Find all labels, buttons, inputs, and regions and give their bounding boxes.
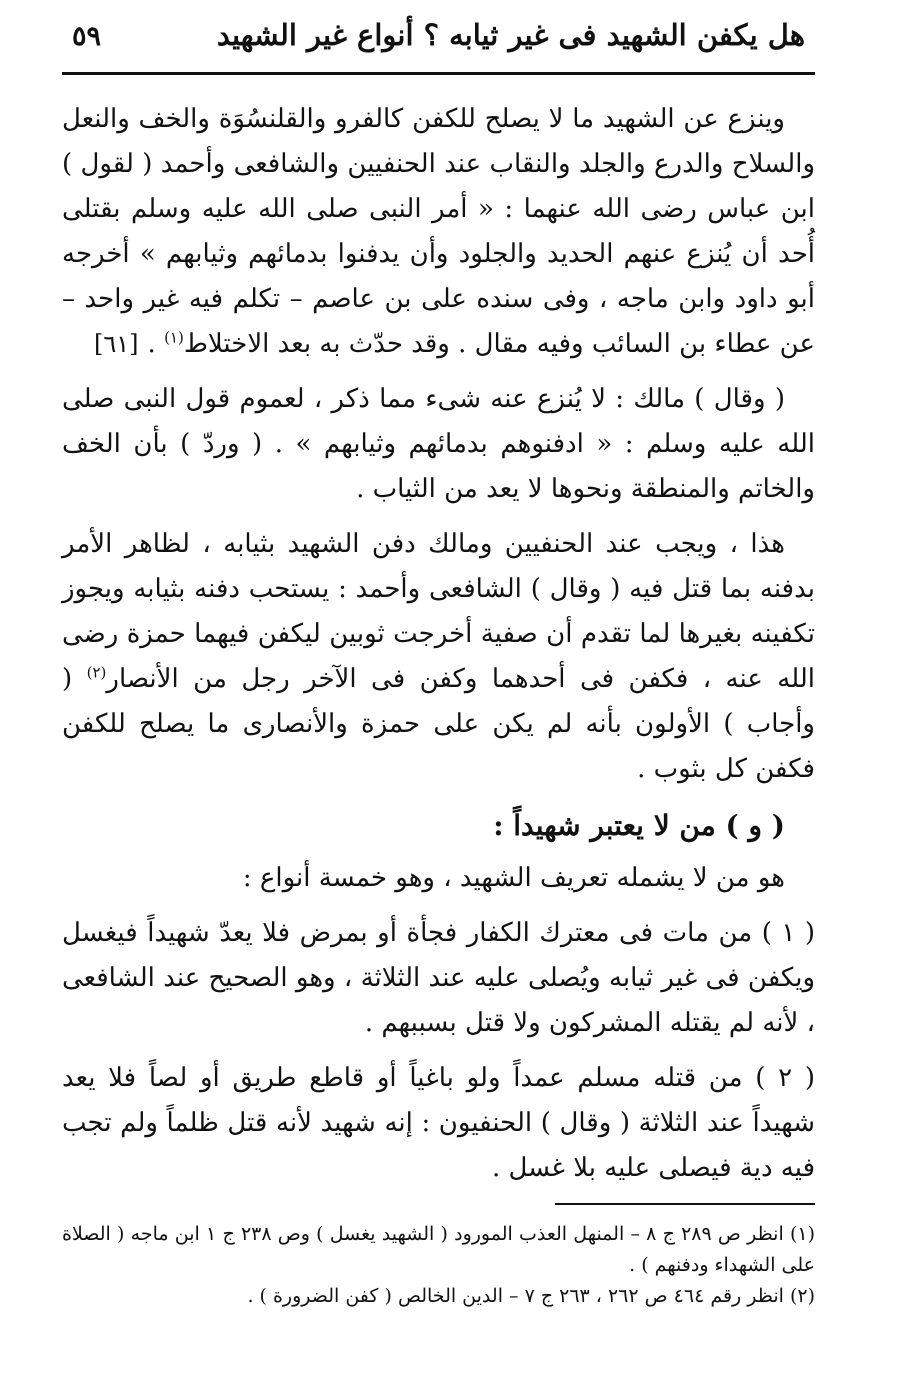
section-intro: هو من لا يشمله تعريف الشهيد ، وهو خمسة أنواع : — [242, 863, 785, 893]
list-item-2: ( ٢ ) من قتله مسلم عمداً ولو باغياً أو قاطع طريق أو لصاً فلا يعد شهيداً عند الثلاثة ( وقال ) الحنفيون : إنه شهيد لأنه قتل ظلماً ولم تجب فيه دية فيصلى عليه بلا غسل . — [62, 1063, 815, 1183]
paragraph-text: ( وقال ) مالك : لا يُنزع عنه شىء مما ذكر ، لعموم قول النبى صلى الله عليه وسلم : « ادفنوهم بدمائهم وثيابهم » . ( وردّ ) بأن الخف والخاتم والمنطقة ونحوها لا يعد من الثياب . — [62, 384, 815, 504]
paragraph-3 — [62, 522, 815, 792]
paragraph-1 — [62, 97, 815, 367]
footnote-separator — [555, 1203, 815, 1205]
section-heading: ( و ) من لا يعتبر شهيداً : — [493, 809, 785, 842]
paragraph-tail: . — [147, 329, 165, 359]
paragraph-text: وينزع عن الشهيد ما لا يصلح للكفن كالفرو والقلنسُوَة والخف والنعل والسلاح والدرع والجلد والنقاب عند الحنفيين والشافعى وأحمد ( لقول ) ابن عباس رضى الله عنهما : « أمر النبى صلى الله عليه وسلم بقتلى أُحد أن يُنزع عنهم الحديد والجلود وأن يدفنوا بدمائهم وثيابهم » أخرجه أبو داود وابن ماجه ، وفى سنده على بن عاصم – تكلم فيه غير واحد – عن عطاء بن السائب وفيه مقال . وقد حدّث به بعد الاختلاط — [62, 104, 815, 359]
footnote-ref-2: (٢) — [86, 663, 107, 682]
footnote-1: (١) انظر ص ٢٨٩ ج ٨ – المنهل العذب المورود ( الشهيد يغسل ) وص ٢٣٨ ج ١ ابن ماجه ( الصلاة على الشهداء ودفنهم ) . — [62, 1223, 816, 1276]
footnote-2: (٢) انظر رقم ٤٦٤ ص ٢٦٢ ، ٢٦٣ ج ٧ – الدين الخالص ( كفن الضرورة ) . — [247, 1285, 815, 1307]
paragraph-2 — [62, 377, 815, 512]
paragraph-text: هذا ، ويجب عند الحنفيين ومالك دفن الشهيد بثيابه ، لظاهر الأمر بدفنه بما قتل فيه ( وقال ) الشافعى وأحمد : يستحب دفنه بثيابه ويجوز تكفينه بغيرها لما تقدم أن صفية أخرجت ثوبين ليكفن فيهما حمزة رضى الله عنه ، فكفن فى أحدهما وكفن فى الآخر رجل من الأنصار — [62, 529, 815, 694]
hadith-number-marker: [٦١] — [94, 330, 139, 358]
page-number: ٥٩ — [72, 21, 102, 52]
header-rule — [62, 72, 815, 75]
list-item-1: ( ١ ) من مات فى معترك الكفار فجأة أو بمرض فلا يعدّ شهيداً فيغسل ويكفن فى غير ثيابه ويُصلى عليه عند الثلاثة ، وهو الصحيح عند الشافعى ، لأنه لم يقتله المشركون ولا قتل بسببهم . — [62, 918, 815, 1038]
footnote-ref-1: (١) — [164, 328, 184, 347]
paragraph-tail: ( وأجاب ) الأولون بأنه لم يكن على حمزة والأنصارى ما يصلح للكفن فكفن كل بثوب . — [62, 664, 815, 784]
running-header — [62, 18, 815, 66]
header-title: هل يكفن الشهيد فى غير ثيابه ؟ أنواع غير الشهيد — [216, 18, 805, 52]
